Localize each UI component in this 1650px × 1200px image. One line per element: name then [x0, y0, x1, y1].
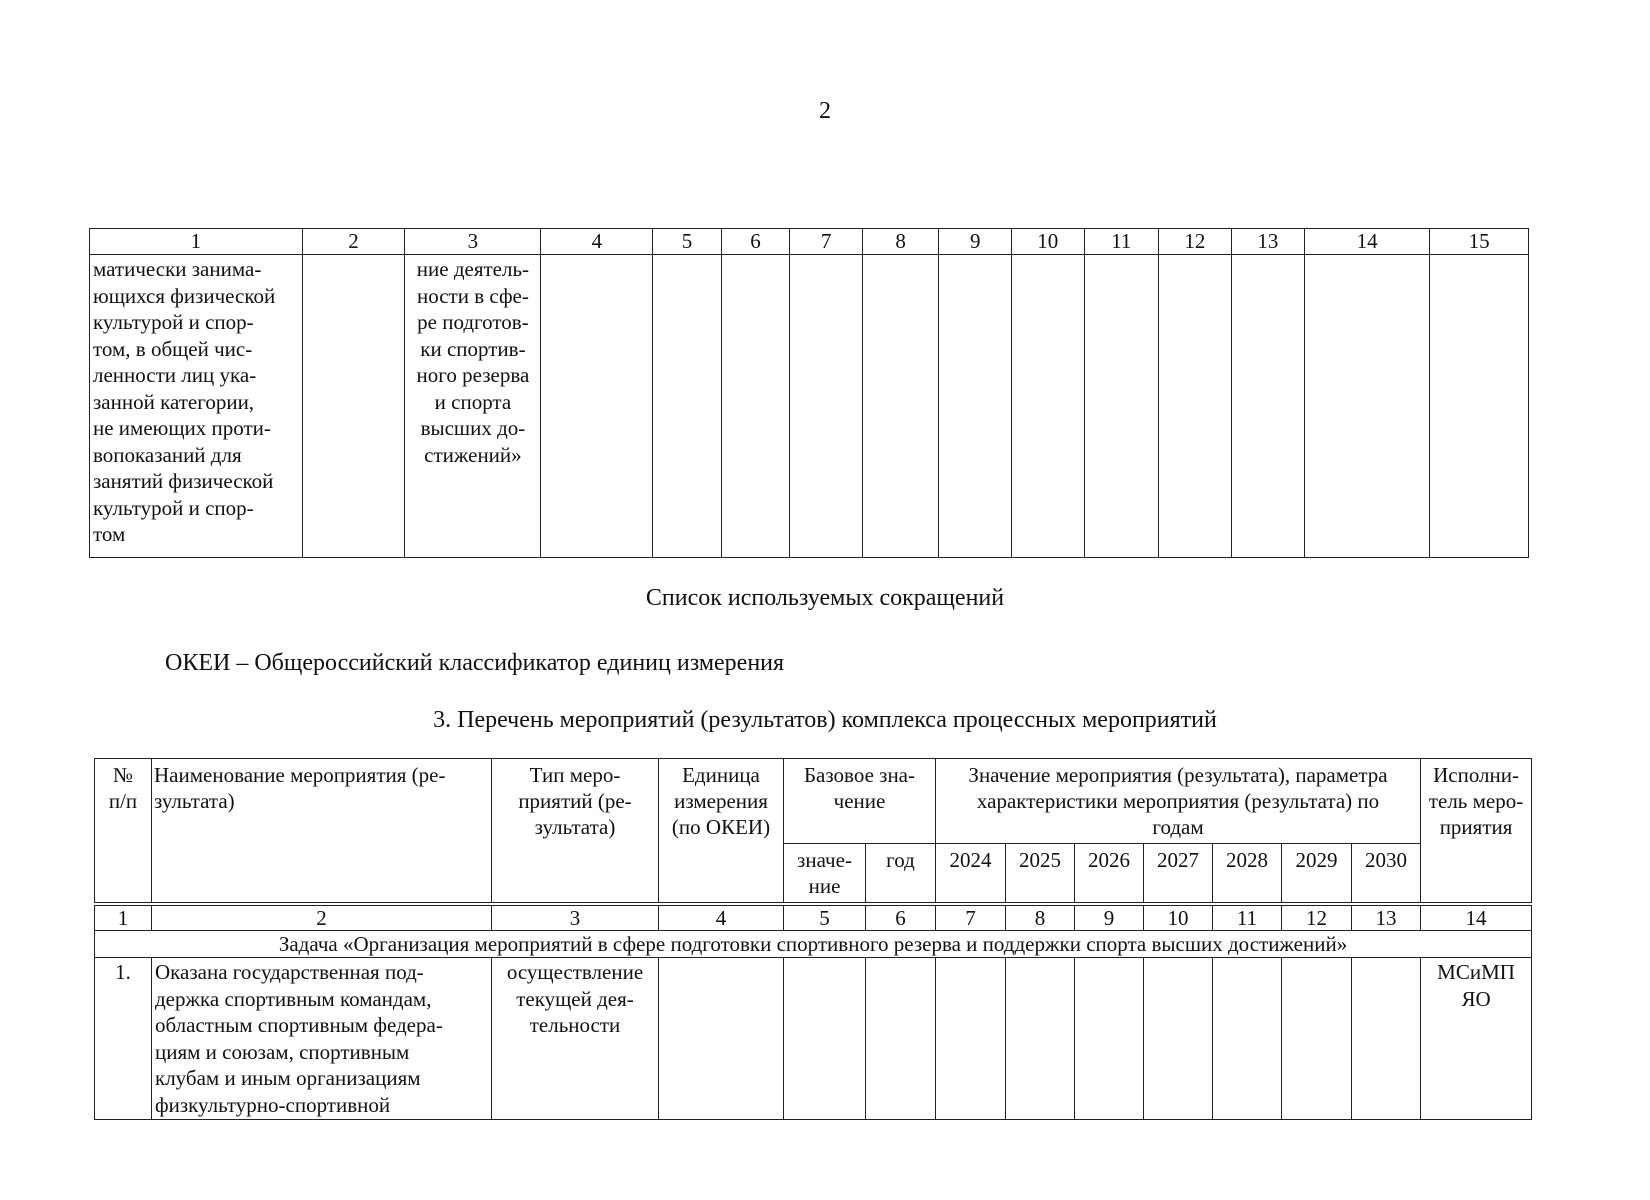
measures-header-row [95, 759, 1532, 844]
table-cell [1352, 958, 1421, 1120]
column-number: 7 [790, 229, 863, 255]
column-number: 12 [1159, 229, 1232, 255]
column-number: 4 [659, 904, 784, 931]
measure-executor: МСиМП ЯО [1421, 958, 1532, 1120]
column-number: 11 [1213, 904, 1282, 931]
table-cell [721, 255, 790, 558]
header-base: Базовое зна- чение [784, 759, 936, 844]
table-cell [653, 255, 722, 558]
column-number: 8 [862, 229, 939, 255]
measures-section-title: 3. Перечень мероприятий (результатов) комплекса процессных мероприятий [433, 707, 1217, 733]
header-year: 2025 [1006, 844, 1075, 905]
column-number: 6 [866, 904, 936, 931]
table-cell [866, 958, 936, 1120]
table-cell [1011, 255, 1084, 558]
measures-table [94, 758, 1532, 1120]
header-year: 2029 [1282, 844, 1352, 905]
column-number: 8 [1006, 904, 1075, 931]
column-number: 2 [302, 229, 405, 255]
table-cell [1231, 255, 1305, 558]
header-year: 2027 [1144, 844, 1213, 905]
table-cell [1213, 958, 1282, 1120]
task-row [95, 931, 1532, 958]
header-year: 2024 [936, 844, 1006, 905]
table-cell [1144, 958, 1213, 1120]
table-cell [939, 255, 1012, 558]
column-number: 2 [152, 904, 492, 931]
column-number: 9 [1075, 904, 1144, 931]
column-number: 10 [1144, 904, 1213, 931]
column-number: 11 [1084, 229, 1159, 255]
column-number: 1 [90, 229, 303, 255]
table-cell [936, 958, 1006, 1120]
column-number: 9 [939, 229, 1012, 255]
column-number: 1 [95, 904, 152, 931]
column-number: 5 [653, 229, 722, 255]
abbreviations-title: Список используемых сокращений [645, 585, 1005, 611]
measure-name: Оказана государственная под- держка спортивным командам, областным спортивным федера- циям и союзам, спортивным клубам и иным организациям физкультурно-спортивной [152, 958, 492, 1120]
header-type: Тип меро- приятий (ре- зультата) [492, 759, 659, 905]
continuation-table [89, 228, 1529, 558]
column-number: 10 [1011, 229, 1084, 255]
header-unit: Единица измерения (по ОКЕИ) [659, 759, 784, 905]
header-base-year: год [866, 844, 936, 905]
indicator-name-cell: матически занима- ющихся физической культурой и спор- том, в общей чис- ленности лиц ука- занной категории, не имеющих проти- вопоказаний для занятий физической культурой и спор- том [90, 255, 303, 558]
header-num: № п/п [95, 759, 152, 905]
table-cell [1075, 958, 1144, 1120]
column-number: 5 [784, 904, 866, 931]
table-cell [1159, 255, 1232, 558]
column-number: 15 [1430, 229, 1529, 255]
table-cell [790, 255, 863, 558]
table-cell [862, 255, 939, 558]
header-year: 2028 [1213, 844, 1282, 905]
header-executor: Исполни- тель меро- приятия [1421, 759, 1532, 905]
table-cell [1430, 255, 1529, 558]
header-year: 2030 [1352, 844, 1421, 905]
table-cell [659, 958, 784, 1120]
table-cell [302, 255, 405, 558]
indicator-link-cell: ние деятель- ности в сфе- ре подготов- ки спортив- ного резерва и спорта высших до- стижений» [405, 255, 541, 558]
column-number: 3 [492, 904, 659, 931]
task-title: Задача «Организация мероприятий в сфере подготовки спортивного резерва и поддержки спорта высших достижений» [95, 931, 1532, 958]
column-number: 12 [1282, 904, 1352, 931]
table-cell [541, 255, 653, 558]
column-number: 3 [405, 229, 541, 255]
column-number: 7 [936, 904, 1006, 931]
header-values: Значение мероприятия (результата), параметра характеристики мероприятия (результата) по годам [936, 759, 1421, 844]
table-row [90, 255, 1529, 558]
column-number: 14 [1421, 904, 1532, 931]
table-cell [1006, 958, 1075, 1120]
table-cell [784, 958, 866, 1120]
column-number: 4 [541, 229, 653, 255]
header-base-value: значе- ние [784, 844, 866, 905]
header-year: 2026 [1075, 844, 1144, 905]
measure-type: осуществление текущей дея- тельности [492, 958, 659, 1120]
header-name: Наименование мероприятия (ре- зультата) [152, 759, 492, 905]
column-number: 14 [1305, 229, 1430, 255]
table-cell [1305, 255, 1430, 558]
table-cell [1282, 958, 1352, 1120]
abbreviation-item: ОКЕИ – Общероссийский классификатор единиц измерения [165, 650, 785, 676]
column-number: 13 [1352, 904, 1421, 931]
page-number: 2 [819, 98, 831, 124]
column-number: 13 [1231, 229, 1305, 255]
row-num: 1. [95, 958, 152, 1120]
measures-column-numbers [95, 904, 1532, 931]
table-row [95, 958, 1532, 1120]
continuation-table-column-numbers [90, 229, 1529, 255]
column-number: 6 [721, 229, 790, 255]
table-cell [1084, 255, 1159, 558]
